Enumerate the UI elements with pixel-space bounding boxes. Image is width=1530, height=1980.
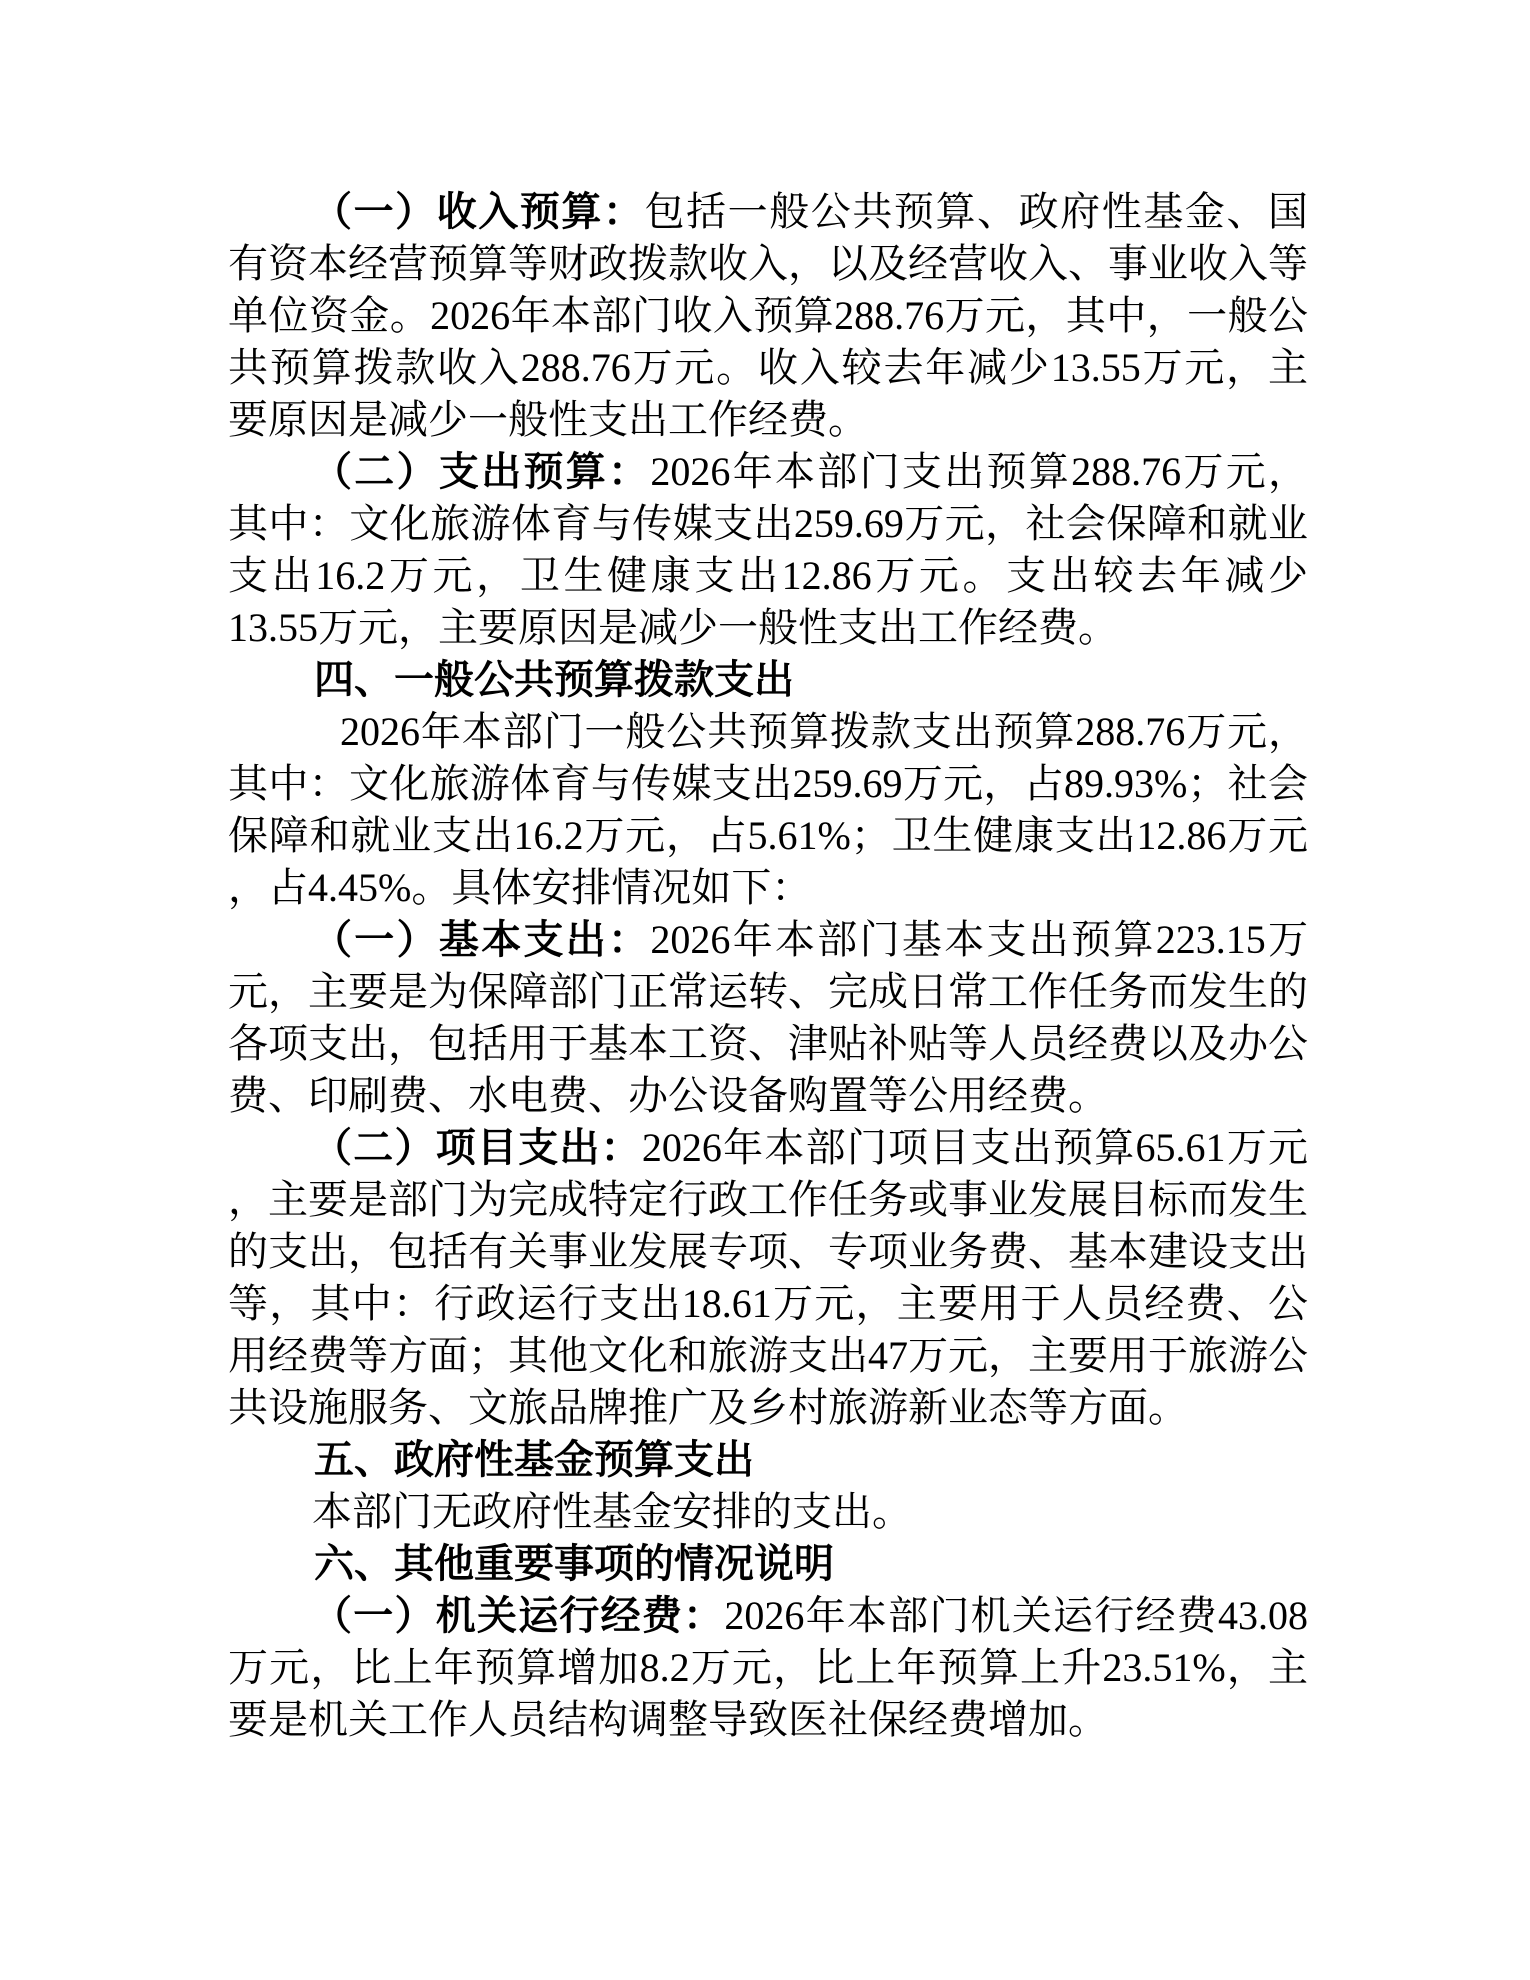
text-run: 元，主要是为保障部门正常运转、完成日常工作任务而发生的 — [228, 969, 1308, 1014]
text-run: 用经费等方面；其他文化和旅游支出47万元，主要用于旅游公 — [228, 1333, 1308, 1378]
bold-run: 四、一般公共预算拨款支出 — [314, 658, 794, 702]
text-line — [228, 550, 1308, 602]
text-line — [228, 1122, 1308, 1174]
bold-run: （二）项目支出： — [312, 1126, 642, 1170]
text-run: 包括一般公共预算、政府性基金、国 — [644, 189, 1309, 234]
text-line — [228, 758, 1308, 810]
text-line — [228, 1486, 1308, 1538]
text-run: 要原因是减少一般性支出工作经费。 — [228, 397, 868, 442]
text-line — [228, 290, 1308, 342]
text-run: 单位资金。2026年本部门收入预算288.76万元，其中，一般公 — [228, 293, 1308, 338]
text-run: 要是机关工作人员结构调整导致医社保经费增加。 — [228, 1697, 1108, 1742]
text-line — [228, 1330, 1308, 1382]
text-run: ，占4.45%。具体安排情况如下： — [228, 865, 812, 910]
text-line — [228, 1070, 1308, 1122]
text-line — [228, 342, 1308, 394]
text-line — [228, 602, 1308, 654]
text-run: 其中：文化旅游体育与传媒支出259.69万元，占89.93%；社会 — [228, 761, 1308, 806]
text-line — [228, 862, 1308, 914]
text-run: 保障和就业支出16.2万元，占5.61%；卫生健康支出12.86万元 — [228, 813, 1308, 858]
text-line — [228, 914, 1308, 966]
text-line — [228, 394, 1308, 446]
text-run: ，主要是部门为完成特定行政工作任务或事业发展目标而发生 — [228, 1177, 1308, 1222]
text-line — [228, 1590, 1308, 1642]
text-run: 2026年本部门一般公共预算拨款支出预算288.76万元， — [340, 709, 1308, 754]
text-run: 的支出，包括有关事业发展专项、专项业务费、基本建设支出 — [228, 1229, 1308, 1274]
bold-run: （一）机关运行经费： — [312, 1594, 725, 1638]
text-run: 13.55万元，主要原因是减少一般性支出工作经费。 — [228, 605, 1118, 650]
text-line — [228, 1434, 1308, 1486]
text-run: 万元，比上年预算增加8.2万元，比上年预算上升23.51%，主 — [228, 1645, 1308, 1690]
text-run: 2026年本部门机关运行经费43.08 — [724, 1593, 1309, 1638]
text-run: 本部门无政府性基金安排的支出。 — [312, 1489, 912, 1534]
text-line — [228, 498, 1308, 550]
text-line — [228, 706, 1308, 758]
text-run: 各项支出，包括用于基本工资、津贴补贴等人员经费以及办公 — [228, 1021, 1308, 1066]
text-line — [228, 1382, 1308, 1434]
bold-run: 六、其他重要事项的情况说明 — [314, 1542, 834, 1586]
text-line — [228, 1694, 1308, 1746]
text-line — [228, 1018, 1308, 1070]
text-line — [228, 238, 1308, 290]
text-run: 2026年本部门基本支出预算223.15万 — [650, 917, 1309, 962]
text-run: 有资本经营预算等财政拨款收入，以及经营收入、事业收入等 — [228, 241, 1308, 286]
text-run: 等，其中：行政运行支出18.61万元，主要用于人员经费、公 — [228, 1281, 1308, 1326]
text-run: 费、印刷费、水电费、办公设备购置等公用经费。 — [228, 1073, 1108, 1118]
bold-run: （一）收入预算： — [312, 190, 645, 234]
text-line — [228, 1226, 1308, 1278]
text-run: 其中：文化旅游体育与传媒支出259.69万元，社会保障和就业 — [228, 501, 1308, 546]
bold-run: 五、政府性基金预算支出 — [314, 1438, 754, 1482]
text-line — [228, 810, 1308, 862]
text-run: 共设施服务、文旅品牌推广及乡村旅游新业态等方面。 — [228, 1385, 1188, 1430]
text-run: 支出16.2万元，卫生健康支出12.86万元。支出较去年减少 — [228, 553, 1308, 598]
text-line — [228, 446, 1308, 498]
text-line — [228, 966, 1308, 1018]
text-run: 共预算拨款收入288.76万元。收入较去年减少13.55万元，主 — [228, 345, 1308, 390]
text-line — [228, 1642, 1308, 1694]
bold-run: （一）基本支出： — [312, 918, 651, 962]
text-line — [228, 186, 1308, 238]
document-body — [228, 186, 1308, 1746]
text-run: 2026年本部门项目支出预算65.61万元 — [641, 1125, 1309, 1170]
text-line — [228, 1174, 1308, 1226]
text-run: 2026年本部门支出预算288.76万元， — [650, 449, 1309, 494]
text-line — [228, 654, 1308, 706]
text-line — [228, 1278, 1308, 1330]
bold-run: （二）支出预算： — [312, 450, 651, 494]
text-line — [228, 1538, 1308, 1590]
